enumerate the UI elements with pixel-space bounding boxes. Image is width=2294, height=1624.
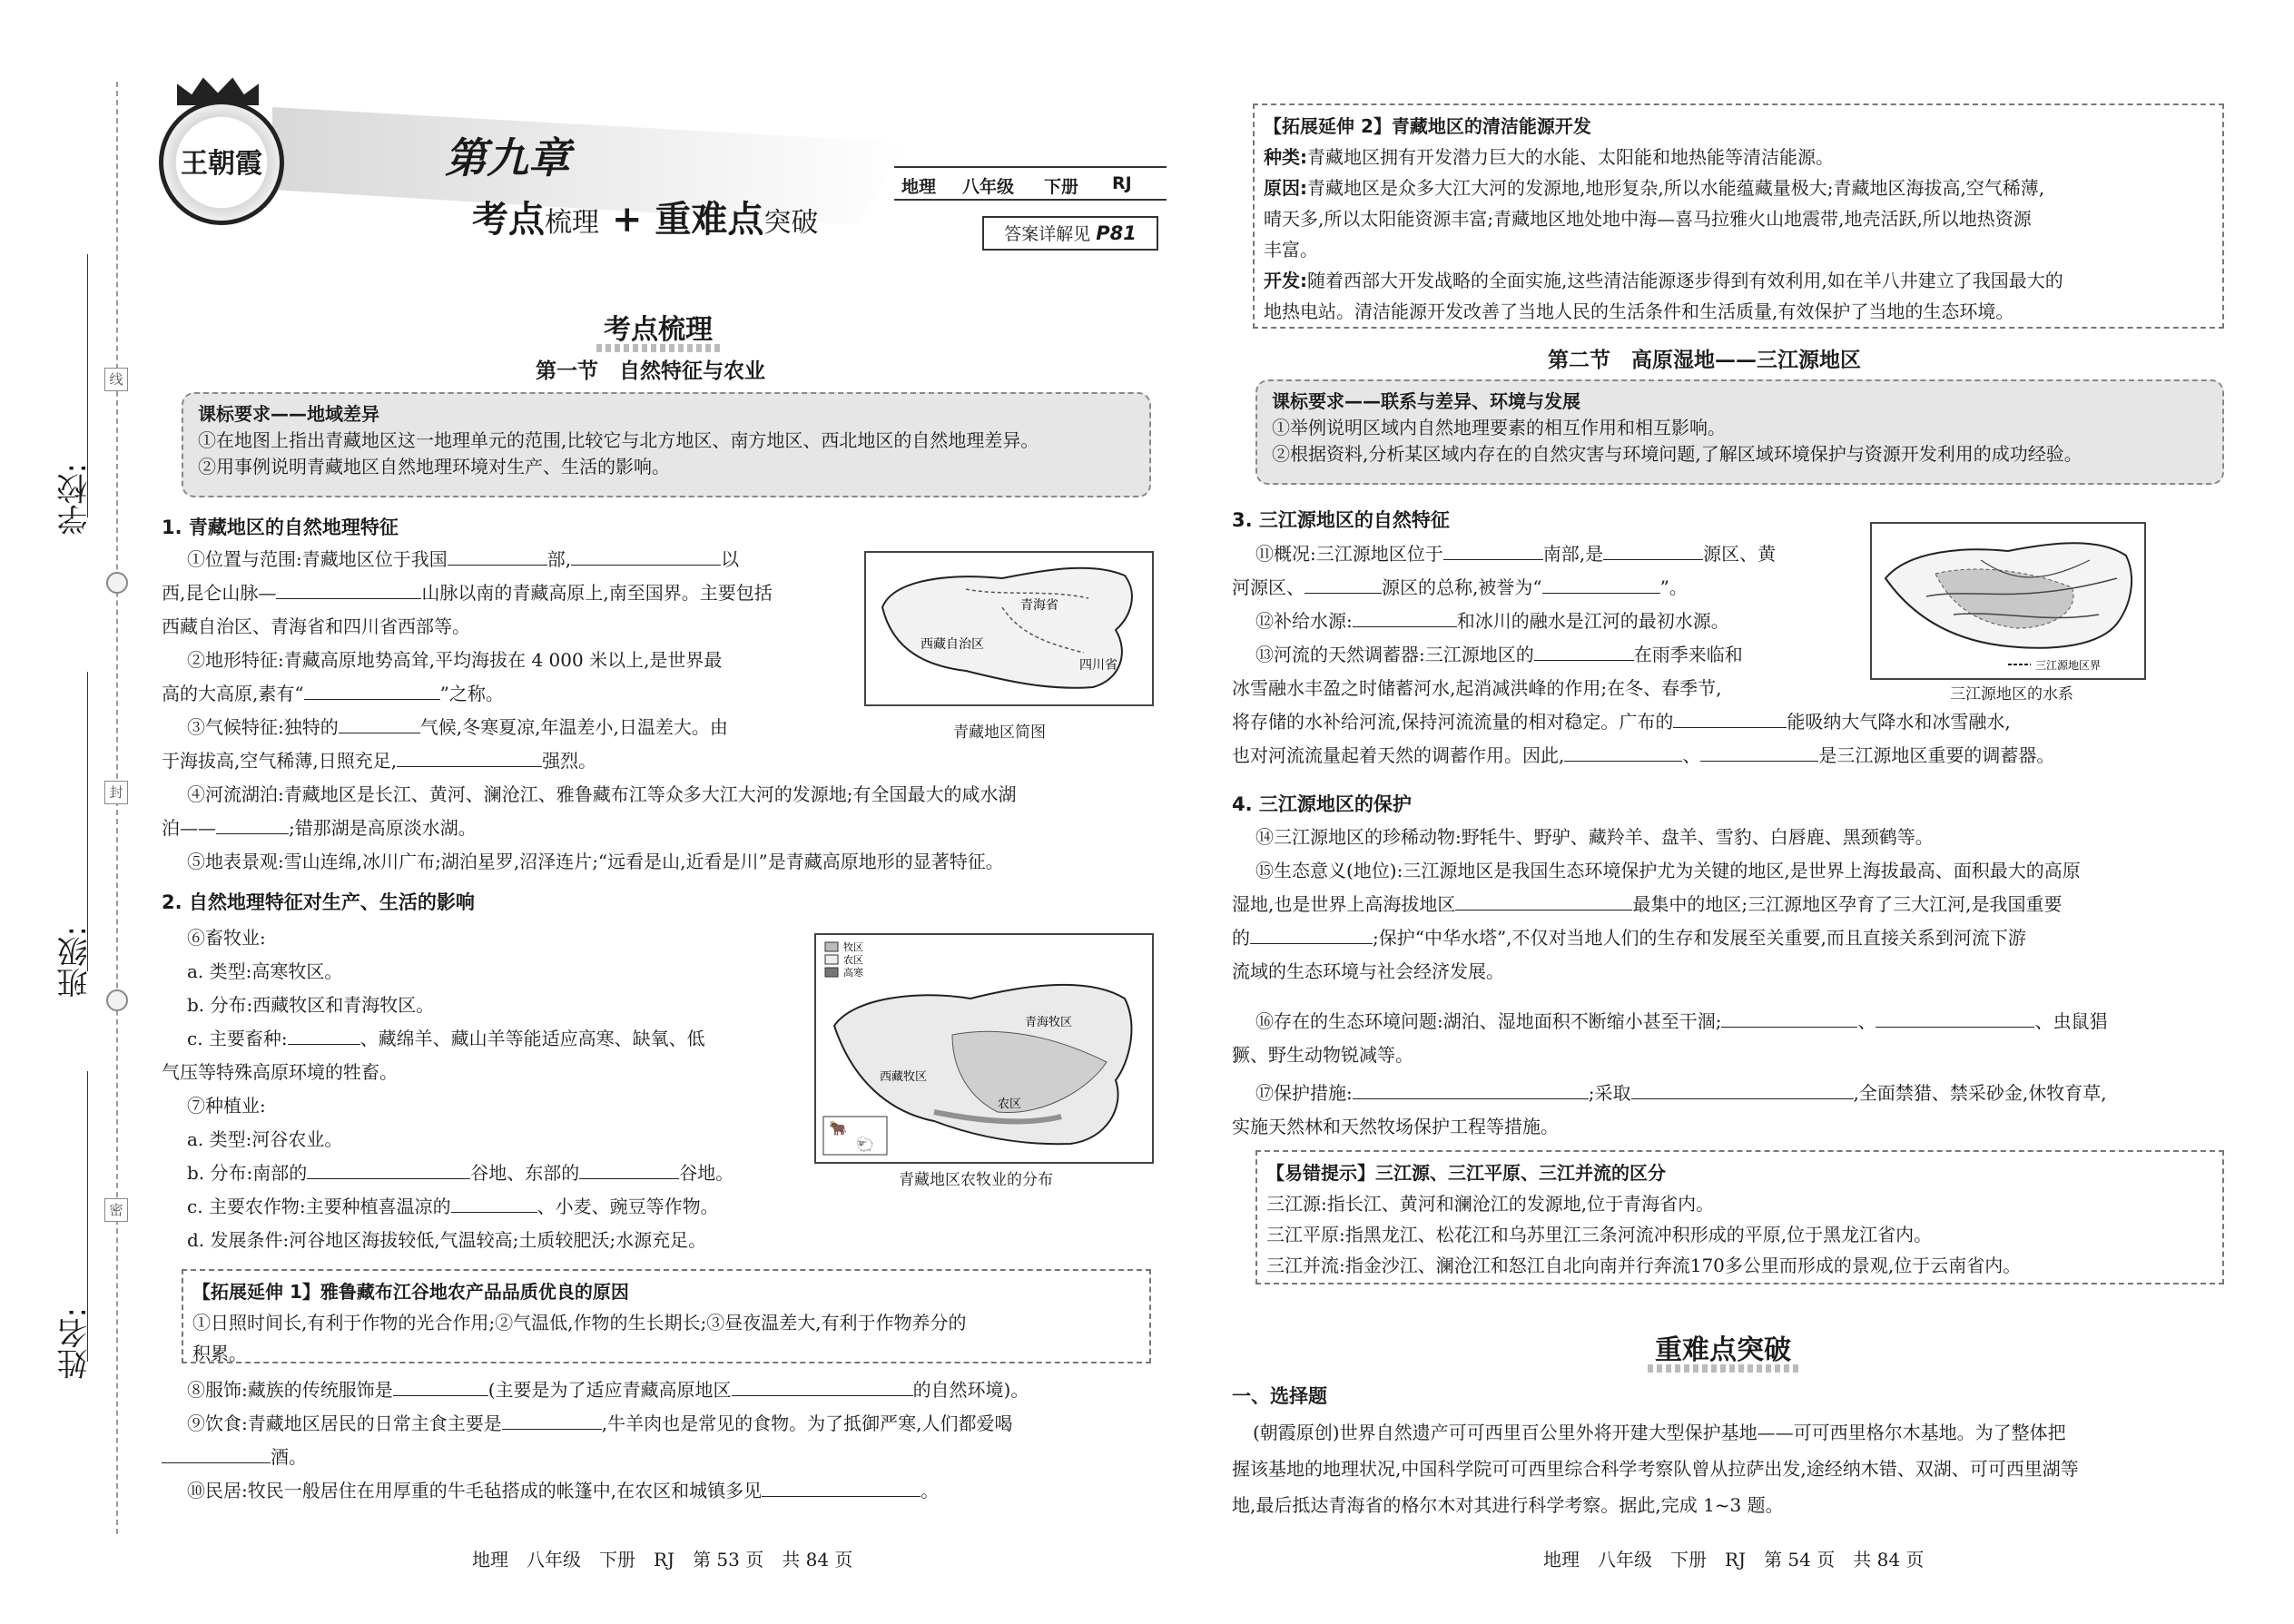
item-husbandry-breeds-cont: 气压等特殊高原环境的牲畜。 (162, 1061, 398, 1083)
extension-line: 地热电站。清洁能源开发改善了当地人民的生活条件和生活质量,有效保护了当地的生态环境。 (1264, 300, 2014, 322)
text: 。 (921, 1480, 940, 1501)
subtitle-shuli: 梳理 (545, 207, 599, 239)
extension-line (1264, 265, 2213, 296)
subtitle-plus: + (611, 198, 643, 241)
text: 、小麦、豌豆等作物。 (537, 1196, 719, 1217)
answer-blank[interactable] (397, 746, 542, 767)
text: 、 (1857, 1010, 1876, 1032)
answer-blank[interactable] (1673, 707, 1787, 728)
answer-blank[interactable] (307, 1158, 470, 1179)
item-husbandry-breeds (187, 1022, 705, 1056)
subtitle-kaodian: 考点 (472, 198, 545, 241)
map3-legend: 三江源地区界 (2035, 659, 2102, 672)
item-overview-cont (1232, 571, 1688, 605)
text: 的 (1232, 927, 1250, 949)
answer-blank[interactable] (339, 713, 420, 733)
item-ecological-significance-cont: 流域的生态环境与社会经济发展。 (1232, 960, 1504, 982)
heading-protection: 4. 三江源地区的保护 (1232, 793, 1412, 815)
name-field[interactable] (87, 1071, 88, 1362)
answer-blank[interactable] (1876, 1007, 2034, 1028)
binding-mark-line: 线 (104, 368, 128, 391)
answer-blank[interactable] (288, 1024, 360, 1045)
answer-blank[interactable] (732, 1375, 913, 1396)
answer-blank[interactable] (216, 813, 289, 834)
text: 谷地。 (679, 1162, 734, 1184)
item-farming-crops (187, 1190, 719, 1224)
section-title-kaodian: 考点梳理 (604, 307, 713, 347)
item-environment-problems-cont: 獗、野生动物锐减等。 (1232, 1044, 1413, 1066)
item-protection-measures (1255, 1077, 2107, 1110)
answer-blank[interactable] (1250, 923, 1373, 944)
extension-title: 【拓展延伸 1】雅鲁藏布江谷地农产品品质优良的原因 (192, 1281, 629, 1303)
item-terrain-cont (162, 677, 504, 711)
item-ecological-significance: ⑮生态意义(地位):三江源地区是我国生态环境保护尤为关键的地区,是世界上海拔最高、面积最大的高原 (1255, 860, 2081, 881)
item-location-cont (162, 576, 773, 610)
text: 河源区、 (1232, 576, 1305, 598)
answer-blank[interactable] (1631, 1078, 1854, 1099)
text: ⑯存在的生态环境问题:湖泊、湿地面积不断缩小甚至干涸; (1255, 1010, 1722, 1032)
sheep-icon: 🐑 (856, 1136, 874, 1153)
heading-sanjiangyuan-features: 3. 三江源地区的自然特征 (1232, 509, 1450, 531)
legend-farmland: 农区 (843, 954, 863, 966)
answer-blank[interactable] (1455, 890, 1632, 910)
item-water-supply (1255, 605, 1729, 638)
map2-caption: 青藏地区农牧业的分布 (899, 1171, 1053, 1189)
binding-mark-seal: 封 (104, 781, 128, 804)
item-husbandry: ⑥畜牧业: (187, 927, 266, 949)
text: 强烈。 (542, 750, 597, 772)
extension-line-1: 青藏地区是众多大江大河的发源地,地形复杂,所以水能蕴藏量极大;青藏地区海拔高,空气稀薄, (1307, 177, 2045, 199)
passage-line: (朝霞原创)世界自然遗产可可西里百公里外将开建大型保护基地——可可西里格尔木基地。为了整体把 (1253, 1422, 2066, 1443)
text: 、藏绵羊、藏山羊等能适应高寒、缺氧、低 (359, 1028, 705, 1049)
map-qingzang-outline (866, 553, 1152, 704)
school-field[interactable] (87, 254, 88, 517)
text: c. 主要畜种: (187, 1028, 288, 1049)
text: 西,昆仑山脉— (162, 582, 277, 604)
brand-logo (159, 100, 284, 225)
text: 将存储的水补给河流,保持河流流量的相对稳定。广布的 (1232, 711, 1674, 733)
standard-line: ①在地图上指出青藏地区这一地理单元的范围,比较它与北方地区、南方地区、西北地区的自然地理差异。 (198, 429, 1039, 451)
error-tip-box (1255, 1150, 2224, 1284)
text: ①位置与范围:青藏地区位于我国 (187, 548, 448, 570)
text: ;错那湖是高原淡水湖。 (289, 817, 477, 839)
legend-pasture: 牧区 (843, 941, 863, 953)
footer-page-54: 地理 八年级 下册 RJ 第 54 页 共 84 页 (1543, 1549, 1925, 1570)
text: ,全面禁猎、禁采砂金,休牧育草, (1853, 1082, 2107, 1104)
answer-blank[interactable] (276, 578, 421, 599)
extension-line: 积累。 (192, 1343, 247, 1364)
item-farming-conditions: d. 发展条件:河谷地区海拔较低,气温较高;土质较肥沃;水源充足。 (187, 1229, 707, 1251)
map-sanjiangyuan-outline (1872, 524, 2144, 678)
answer-blank[interactable] (762, 1476, 921, 1497)
item-protection-measures-cont: 实施天然林和天然牧场保护工程等措施。 (1232, 1116, 1559, 1137)
extension-box-1 (182, 1269, 1151, 1363)
text: (主要是为了适应青藏高原地区 (487, 1379, 732, 1401)
item-climate-cont (162, 744, 596, 778)
extension-line: 晴天多,所以太阳能资源丰富;青藏地区地处地中海—喜马拉雅火山地震带,地壳活跃,所以地热资源 (1264, 208, 2032, 230)
map-label-tibet: 西藏自治区 (921, 637, 984, 652)
standard-line: ②根据资料,分析某区域内存在的自然灾害与环境问题,了解区域环境保护与资源开发利用的成功经验。 (1272, 443, 2082, 465)
standard-title: 课标要求——联系与差异、环境与发展 (1272, 390, 1580, 412)
text: ⑬河流的天然调蓄器:三江源地区的 (1255, 644, 1534, 665)
item-rivers-lakes: ④河流湖泊:青藏地区是长江、黄河、澜沧江、雅鲁藏布江等众多大江大河的发源地;有全国最大的咸水湖 (187, 783, 1017, 805)
answer-blank[interactable] (162, 1442, 271, 1463)
text: b. 分布:南部的 (187, 1162, 308, 1184)
text: 的自然环境)。 (912, 1379, 1029, 1401)
text: ⑪概况:三江源地区位于 (1255, 543, 1443, 565)
item-terrain: ②地形特征:青藏高原地势高耸,平均海拔在 4 000 米以上,是世界最 (187, 649, 723, 671)
binding-mark-secret: 密 (104, 1198, 128, 1222)
tag-subject: 地理 (901, 177, 937, 197)
answer-blank[interactable] (1534, 640, 1634, 661)
item-regulator-cont: 冰雪融水丰盈之时储蓄河水,起消减洪峰的作用;在冬、春季节, (1232, 677, 1722, 699)
item-regulator (1255, 638, 1743, 672)
passage-line: 握该基地的地理状况,中国科学院可可西里综合科学考察队曾从拉萨出发,途经纳木错、双湖、可可西里湖等 (1232, 1458, 2079, 1480)
tip-line: 三江平原:指黑龙江、松花江和乌苏里江三条河流冲积形成的平原,位于黑龙江省内。 (1266, 1224, 1933, 1245)
answer-blank[interactable] (1564, 741, 1682, 762)
text: 原因: (1264, 177, 1307, 199)
yak-icon: 🐂 (829, 1119, 847, 1137)
map-label-qinghai-pasture: 青海牧区 (1025, 1016, 1073, 1029)
section-title-zhongnandian: 重难点突破 (1655, 1327, 1791, 1367)
text: ⑰保护措施: (1255, 1082, 1353, 1104)
subject-tag-bar (894, 166, 1167, 201)
text: ;采取 (1588, 1082, 1631, 1104)
tip-title: 【易错提示】三江源、三江平原、三江并流的区分 (1266, 1162, 1666, 1184)
binding-ring-icon (106, 572, 128, 594)
answer-blank[interactable] (502, 1409, 602, 1430)
map-label-sichuan: 四川省 (1079, 658, 1117, 673)
item-diet (187, 1407, 1012, 1441)
binding-ring-icon (106, 989, 128, 1011)
heading-multiple-choice: 一、选择题 (1232, 1385, 1327, 1407)
text: ⑩民居:牧民一般居住在用厚重的牛毛毡搭成的帐篷中,在农区和城镇多见 (187, 1480, 763, 1501)
text: 种类: (1264, 146, 1307, 168)
extension-title: 【拓展延伸 2】青藏地区的清洁能源开发 (1264, 115, 1591, 137)
text: 气候,冬寒夏凉,年温差小,日温差大。由 (419, 716, 728, 738)
text: 湿地,也是世界上高海拔地区 (1232, 893, 1456, 915)
text: 南部,是 (1542, 543, 1604, 565)
binding-dashed-line (116, 82, 118, 1534)
item-rare-animals: ⑭三江源地区的珍稀动物:野牦牛、野驴、藏羚羊、盘羊、雪豹、白唇鹿、黑颈鹤等。 (1255, 826, 1934, 848)
map-label-farm: 农区 (998, 1097, 1022, 1111)
standard-title: 课标要求——地域差异 (198, 403, 379, 425)
answer-prefix: 答案详解见 (1004, 224, 1091, 244)
curriculum-standard-box-2 (1255, 379, 2224, 485)
item-ecological-significance-cont (1232, 921, 2026, 955)
answer-blank[interactable] (1542, 573, 1660, 594)
heading-impact: 2. 自然地理特征对生产、生活的影响 (162, 891, 475, 913)
passage-line: 地,最后抵达青海省的格尔木对其进行科学考察。据此,完成 1~3 题。 (1232, 1494, 1784, 1516)
answer-blank[interactable] (1700, 741, 1818, 762)
map1-caption: 青藏地区简图 (953, 723, 1046, 742)
item-climate (187, 711, 728, 744)
heading-natural-features: 1. 青藏地区的自然地理特征 (162, 517, 399, 538)
subsection-title-2: 第二节 高原湿地——三江源地区 (1548, 348, 1861, 372)
answer-blank[interactable] (304, 679, 440, 700)
extension-line-4: 随着西部大开发战略的全面实施,这些清洁能源逐步得到有效利用,如在羊八井建立了我国最大的 (1307, 270, 2063, 291)
text: 以 (721, 548, 740, 570)
text: c. 主要农作物:主要种植喜温凉的 (187, 1196, 451, 1217)
text: 源区的总称,被誉为“ (1382, 576, 1542, 598)
text: 开发: (1264, 270, 1307, 291)
subsection-title-1: 第一节 自然特征与农业 (536, 359, 765, 383)
tip-line: 三江源:指长江、黄河和澜沧江的发源地,位于青海省内。 (1266, 1193, 1715, 1215)
extension-line: ①日照时间长,有利于作物的光合作用;②气温低,作物的生长期长;③昼夜温差大,有利于作物养分的 (192, 1312, 967, 1334)
text: 是三江源地区重要的调蓄器。 (1818, 744, 2055, 766)
map-qingzang-sketch (864, 551, 1154, 706)
text: ;保护“中华水塔”,不仅对当地人们的生存和发展至关重要,而且直接关系到河流下游 (1373, 927, 2026, 949)
text: 高的大高原,素有“ (162, 683, 304, 704)
text: 于海拔高,空气稀薄,日照充足, (162, 750, 398, 772)
map3-caption: 三江源地区的水系 (1950, 685, 2073, 704)
item-rivers-lakes-cont (162, 812, 477, 845)
item-regulator-cont (1232, 739, 2054, 773)
item-location-cont: 西藏自治区、青海省和四川省西部等。 (162, 615, 470, 637)
text: 、虫鼠猖 (2034, 1010, 2108, 1032)
extension-line: 丰富。 (1264, 239, 1318, 261)
map-agriculture-distribution (814, 933, 1154, 1164)
extension-box-2 (1253, 103, 2224, 329)
answer-blank[interactable] (579, 1158, 679, 1179)
footer-page-53: 地理 八年级 下册 RJ 第 53 页 共 84 页 (472, 1549, 853, 1570)
tag-grade: 八年级 (962, 177, 1015, 197)
logo-text: 王朝霞 (181, 148, 262, 180)
school-label: 学校: (57, 463, 94, 536)
answer-blank[interactable] (571, 545, 721, 566)
text: 在雨季来临和 (1633, 644, 1743, 665)
text: ,牛羊肉也是常见的食物。为了抵御严寒,人们都爱喝 (601, 1412, 1013, 1434)
answer-blank[interactable] (1353, 606, 1457, 627)
answer-blank[interactable] (451, 1192, 537, 1213)
item-farming-type: a. 类型:河谷农业。 (187, 1128, 343, 1150)
item-husbandry-distribution: b. 分布:西藏牧区和青海牧区。 (187, 994, 435, 1016)
text: 泊—— (162, 817, 216, 839)
item-environment-problems (1255, 1005, 2107, 1038)
answer-blank[interactable] (393, 1375, 488, 1396)
map-label-qinghai: 青海省 (1020, 598, 1058, 613)
text: ⑫补给水源: (1255, 610, 1353, 632)
item-farming-distribution (187, 1156, 733, 1190)
answer-blank[interactable] (1353, 1078, 1589, 1099)
text: 酒。 (271, 1446, 307, 1468)
item-husbandry-type: a. 类型:高寒牧区。 (187, 960, 343, 982)
answer-blank[interactable] (448, 545, 547, 566)
item-overview (1255, 537, 1776, 571)
map-label-tibet-pasture: 西藏牧区 (880, 1070, 928, 1084)
text: ”。 (1659, 576, 1688, 598)
text: ”之称。 (439, 683, 504, 704)
text: 能吸纳大气降水和冰雪融水, (1787, 711, 2011, 733)
text: 部, (546, 548, 572, 570)
legend-alpine: 高寒 (843, 967, 863, 979)
tag-volume: 下册 (1044, 177, 1079, 197)
text: ⑨饮食:青藏地区居民的日常主食主要是 (187, 1412, 502, 1434)
map-sanjiangyuan-rivers (1870, 522, 2146, 680)
item-housing (187, 1474, 939, 1508)
tag-edition: RJ (1112, 173, 1132, 193)
extension-line (1264, 172, 2213, 203)
class-label: 班级: (57, 926, 94, 999)
standard-line: ①举例说明区域内自然地理要素的相互作用和相互影响。 (1272, 417, 1726, 438)
map-agriculture-outline (816, 935, 1152, 1162)
text: 、 (1682, 744, 1701, 766)
text: 也对河流流量起着天然的调蓄作用。因此, (1232, 744, 1565, 766)
text: 最集中的地区;三江源地区孕育了三大江河,是我国重要 (1632, 893, 2063, 915)
answer-blank[interactable] (1305, 573, 1382, 594)
class-field[interactable] (87, 672, 88, 971)
name-label: 姓名: (57, 1307, 94, 1380)
tip-line: 三江并流:指金沙江、澜沧江和怒江自北向南并行奔流170多公里而形成的景观,位于云南省内。 (1266, 1255, 2022, 1276)
item-ecological-significance-cont (1232, 888, 2062, 921)
extension-line (1264, 142, 2213, 172)
text: ⑧服饰:藏族的传统服饰是 (187, 1379, 393, 1401)
item-location (187, 543, 739, 576)
item-clothing (187, 1373, 1029, 1407)
answer-blank[interactable] (1721, 1007, 1857, 1028)
item-farming: ⑦种植业: (187, 1095, 266, 1117)
item-landscape: ⑤地表景观:雪山连绵,冰川广布;湖泊星罗,沼泽连片;“远看是山,近看是川”是青藏高原地形的显著特征。 (187, 851, 1004, 872)
item-diet-cont (162, 1441, 307, 1474)
curriculum-standard-box-1 (182, 392, 1151, 497)
page-subtitle (472, 191, 818, 242)
answer-reference (982, 216, 1158, 251)
text: 谷地、东部的 (470, 1162, 580, 1184)
answer-blank[interactable] (1443, 539, 1543, 560)
text: 山脉以南的青藏高原上,南至国界。主要包括 (421, 582, 773, 604)
text: 源区、黄 (1703, 543, 1777, 565)
standard-line: ②用事例说明青藏地区自然地理环境对生产、生活的影响。 (198, 456, 670, 477)
subtitle-tupo: 突破 (763, 207, 819, 239)
text: ③气候特征:独特的 (187, 716, 339, 738)
item-regulator-cont (1232, 705, 2011, 739)
subtitle-zhongnandian: 重难点 (655, 198, 764, 241)
answer-page: P81 (1096, 222, 1137, 244)
text: 和冰川的融水是江河的最初水源。 (1456, 610, 1729, 632)
extension-line-0: 青藏地区拥有开发潜力巨大的水能、太阳能和地热能等清洁能源。 (1307, 146, 1834, 168)
chapter-title: 第九章 (445, 133, 570, 182)
answer-blank[interactable] (1603, 539, 1703, 560)
